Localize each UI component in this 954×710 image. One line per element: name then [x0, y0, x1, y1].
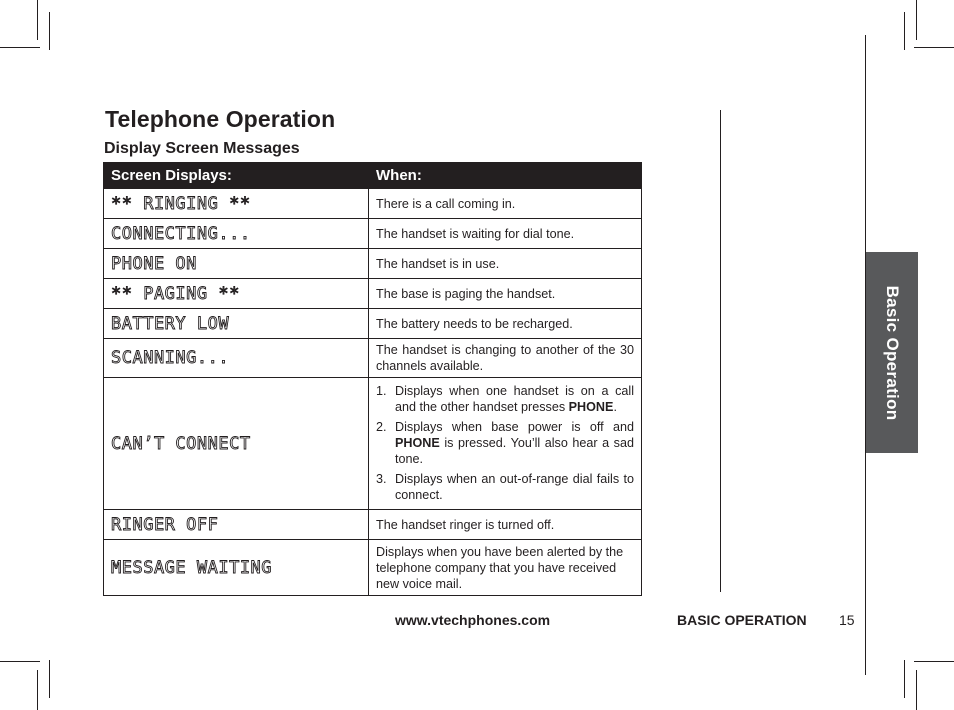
- section-subtitle: Display Screen Messages: [104, 140, 300, 157]
- crop-mark: [37, 0, 38, 40]
- crop-mark: [914, 661, 954, 662]
- screen-message: RINGER OFF: [104, 510, 369, 540]
- section-tab: [866, 252, 918, 453]
- list-item: 3. Displays when an out-of-range dial fails to connect.: [376, 472, 634, 502]
- when-description: Displays when you have been alerted by the telephone company that you have received new voice mail.: [369, 540, 642, 596]
- screen-message: SCANNING...: [104, 339, 369, 378]
- table-row: [104, 249, 642, 279]
- section-tab-label: Basic Operation: [883, 285, 902, 420]
- when-description: There is a call coming in.: [369, 189, 642, 219]
- page-title: Telephone Operation: [105, 106, 336, 132]
- crop-mark: [0, 47, 40, 48]
- cant-connect-list: [376, 383, 634, 503]
- footer-url: www.vtechphones.com: [395, 612, 551, 628]
- crop-mark: [916, 670, 917, 710]
- footer-section-name: BASIC OPERATION: [677, 612, 807, 628]
- crop-mark: [904, 12, 905, 50]
- crop-mark: [0, 661, 40, 662]
- table-row: [104, 540, 642, 596]
- table-header-row: [104, 162, 642, 189]
- when-description: [369, 378, 642, 510]
- screen-message: CAN’T CONNECT: [104, 378, 369, 510]
- list-item: 1. Displays when one handset is on a call and the other handset presses PHONE.: [376, 384, 634, 414]
- table-row: [104, 219, 642, 249]
- table-row: [104, 378, 642, 510]
- display-messages-table: [103, 162, 642, 596]
- screen-message: PHONE ON: [104, 249, 369, 279]
- crop-mark: [916, 0, 917, 40]
- table-row: [104, 339, 642, 378]
- crop-mark: [37, 670, 38, 710]
- header-screen-displays: Screen Displays:: [104, 162, 369, 189]
- when-description: The base is paging the handset.: [369, 279, 642, 309]
- when-description: The handset is waiting for dial tone.: [369, 219, 642, 249]
- table-row: [104, 309, 642, 339]
- screen-message: ** PAGING **: [104, 279, 369, 309]
- screen-message: CONNECTING...: [104, 219, 369, 249]
- crop-mark: [49, 12, 50, 50]
- column-divider: [720, 110, 721, 592]
- page-number: 15: [839, 612, 855, 628]
- crop-mark: [904, 660, 905, 698]
- crop-mark: [914, 47, 954, 48]
- table-row: [104, 189, 642, 219]
- crop-mark: [49, 660, 50, 698]
- table-row: [104, 510, 642, 540]
- screen-message: BATTERY LOW: [104, 309, 369, 339]
- header-when: When:: [369, 162, 642, 189]
- when-description: The handset is changing to another of the 30 channels available.: [369, 339, 642, 378]
- when-description: The battery needs to be recharged.: [369, 309, 642, 339]
- when-description: The handset is in use.: [369, 249, 642, 279]
- screen-message: MESSAGE WAITING: [104, 540, 369, 596]
- screen-message: ** RINGING **: [104, 189, 369, 219]
- list-item: 2. Displays when base power is off and PHONE is pressed. You’ll also hear a sad tone.: [376, 420, 634, 466]
- when-description: The handset ringer is turned off.: [369, 510, 642, 540]
- table-row: [104, 279, 642, 309]
